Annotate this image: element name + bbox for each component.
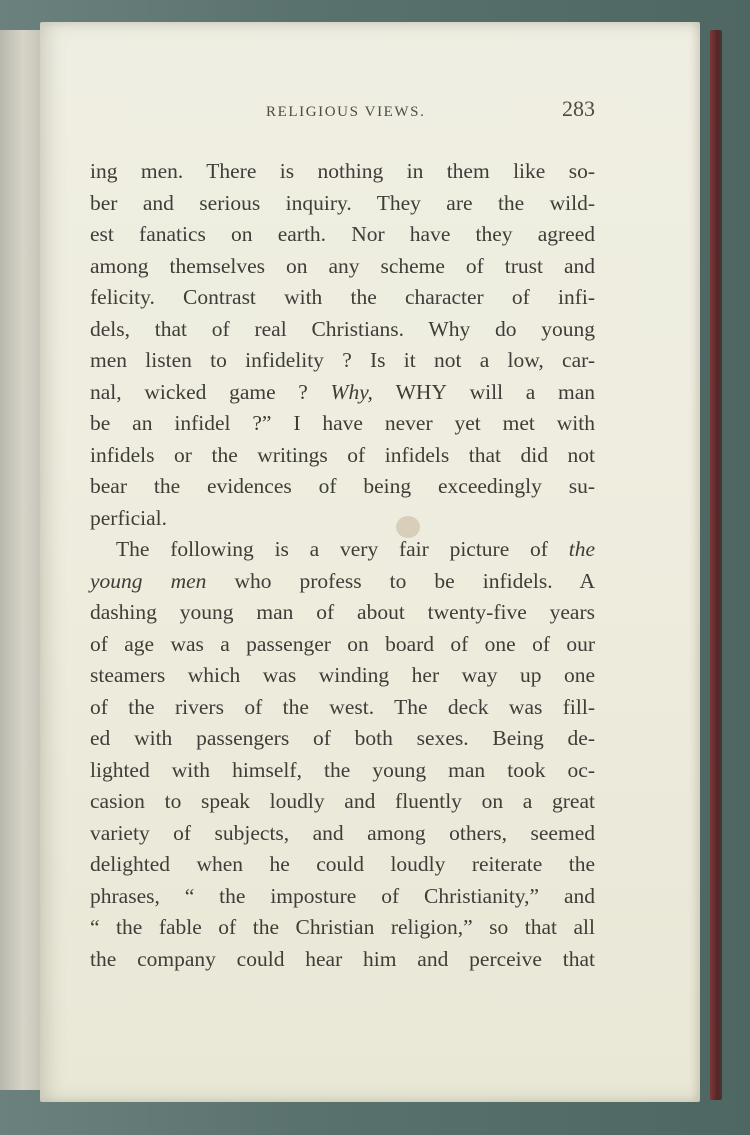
text-line: lighted with himself, the young man took oc- — [90, 757, 595, 782]
text-line: men listen to infidelity ? Is it not a low, car- — [90, 348, 595, 372]
text-line: of age was a passenger on board of one of our — [90, 631, 595, 656]
text-line: perficial. — [90, 505, 167, 530]
text-line: dels, that of real Christians. Why do young — [90, 316, 595, 341]
text-line: ber and serious inquiry. They are the wild- — [90, 190, 595, 215]
text-line: est fanatics on earth. Nor have they agreed — [90, 222, 595, 246]
italic-the: the — [568, 537, 595, 561]
text-line: steamers which was winding her way up one — [90, 663, 595, 687]
text-line: dashing young man of about twenty-five years — [90, 600, 595, 624]
text-line: felicity. Contrast with the character of infi- — [90, 285, 595, 309]
text-line: bear the evidences of being exceedingly su- — [90, 474, 595, 498]
text-line: young men who profess to be infidels. A — [90, 568, 595, 593]
text-line: casion to speak loudly and fluently on a great — [90, 789, 595, 813]
text-line: nal, wicked game ? Why, WHY will a man — [90, 379, 596, 404]
text-line: be an infidel ?” I have never yet met with — [90, 411, 595, 435]
text-line: among themselves on any scheme of trust and — [90, 253, 595, 278]
text-line: ing men. There is nothing in them like so- — [90, 159, 595, 183]
text-line: of the rivers of the west. The deck was fill- — [90, 694, 595, 719]
text-line: phrases, “ the imposture of Christianity,” and — [90, 883, 595, 908]
smallcaps-why: WHY — [395, 379, 447, 404]
running-title: RELIGIOUS VIEWS. — [266, 104, 426, 120]
text-line: delighted when he could loudly reiterate the — [90, 852, 595, 876]
text-line: “ the fable of the Christian religion,” so that all — [90, 915, 595, 939]
book-page-edges — [710, 30, 722, 1100]
text-line: variety of subjects, and among others, seemed — [90, 820, 595, 845]
text-line: ed with passengers of both sexes. Being de- — [90, 726, 595, 750]
italic-why: Why, — [330, 379, 373, 404]
page-number: 283 — [562, 96, 595, 121]
page-body — [90, 156, 595, 975]
text-line: The following is a very fair picture of the — [116, 537, 595, 561]
italic-young-men: young men — [90, 568, 207, 593]
page-header — [90, 96, 595, 132]
text-line: infidels or the writings of infidels that did not — [90, 442, 595, 467]
text-line: the company could hear him and perceive that — [90, 946, 595, 971]
